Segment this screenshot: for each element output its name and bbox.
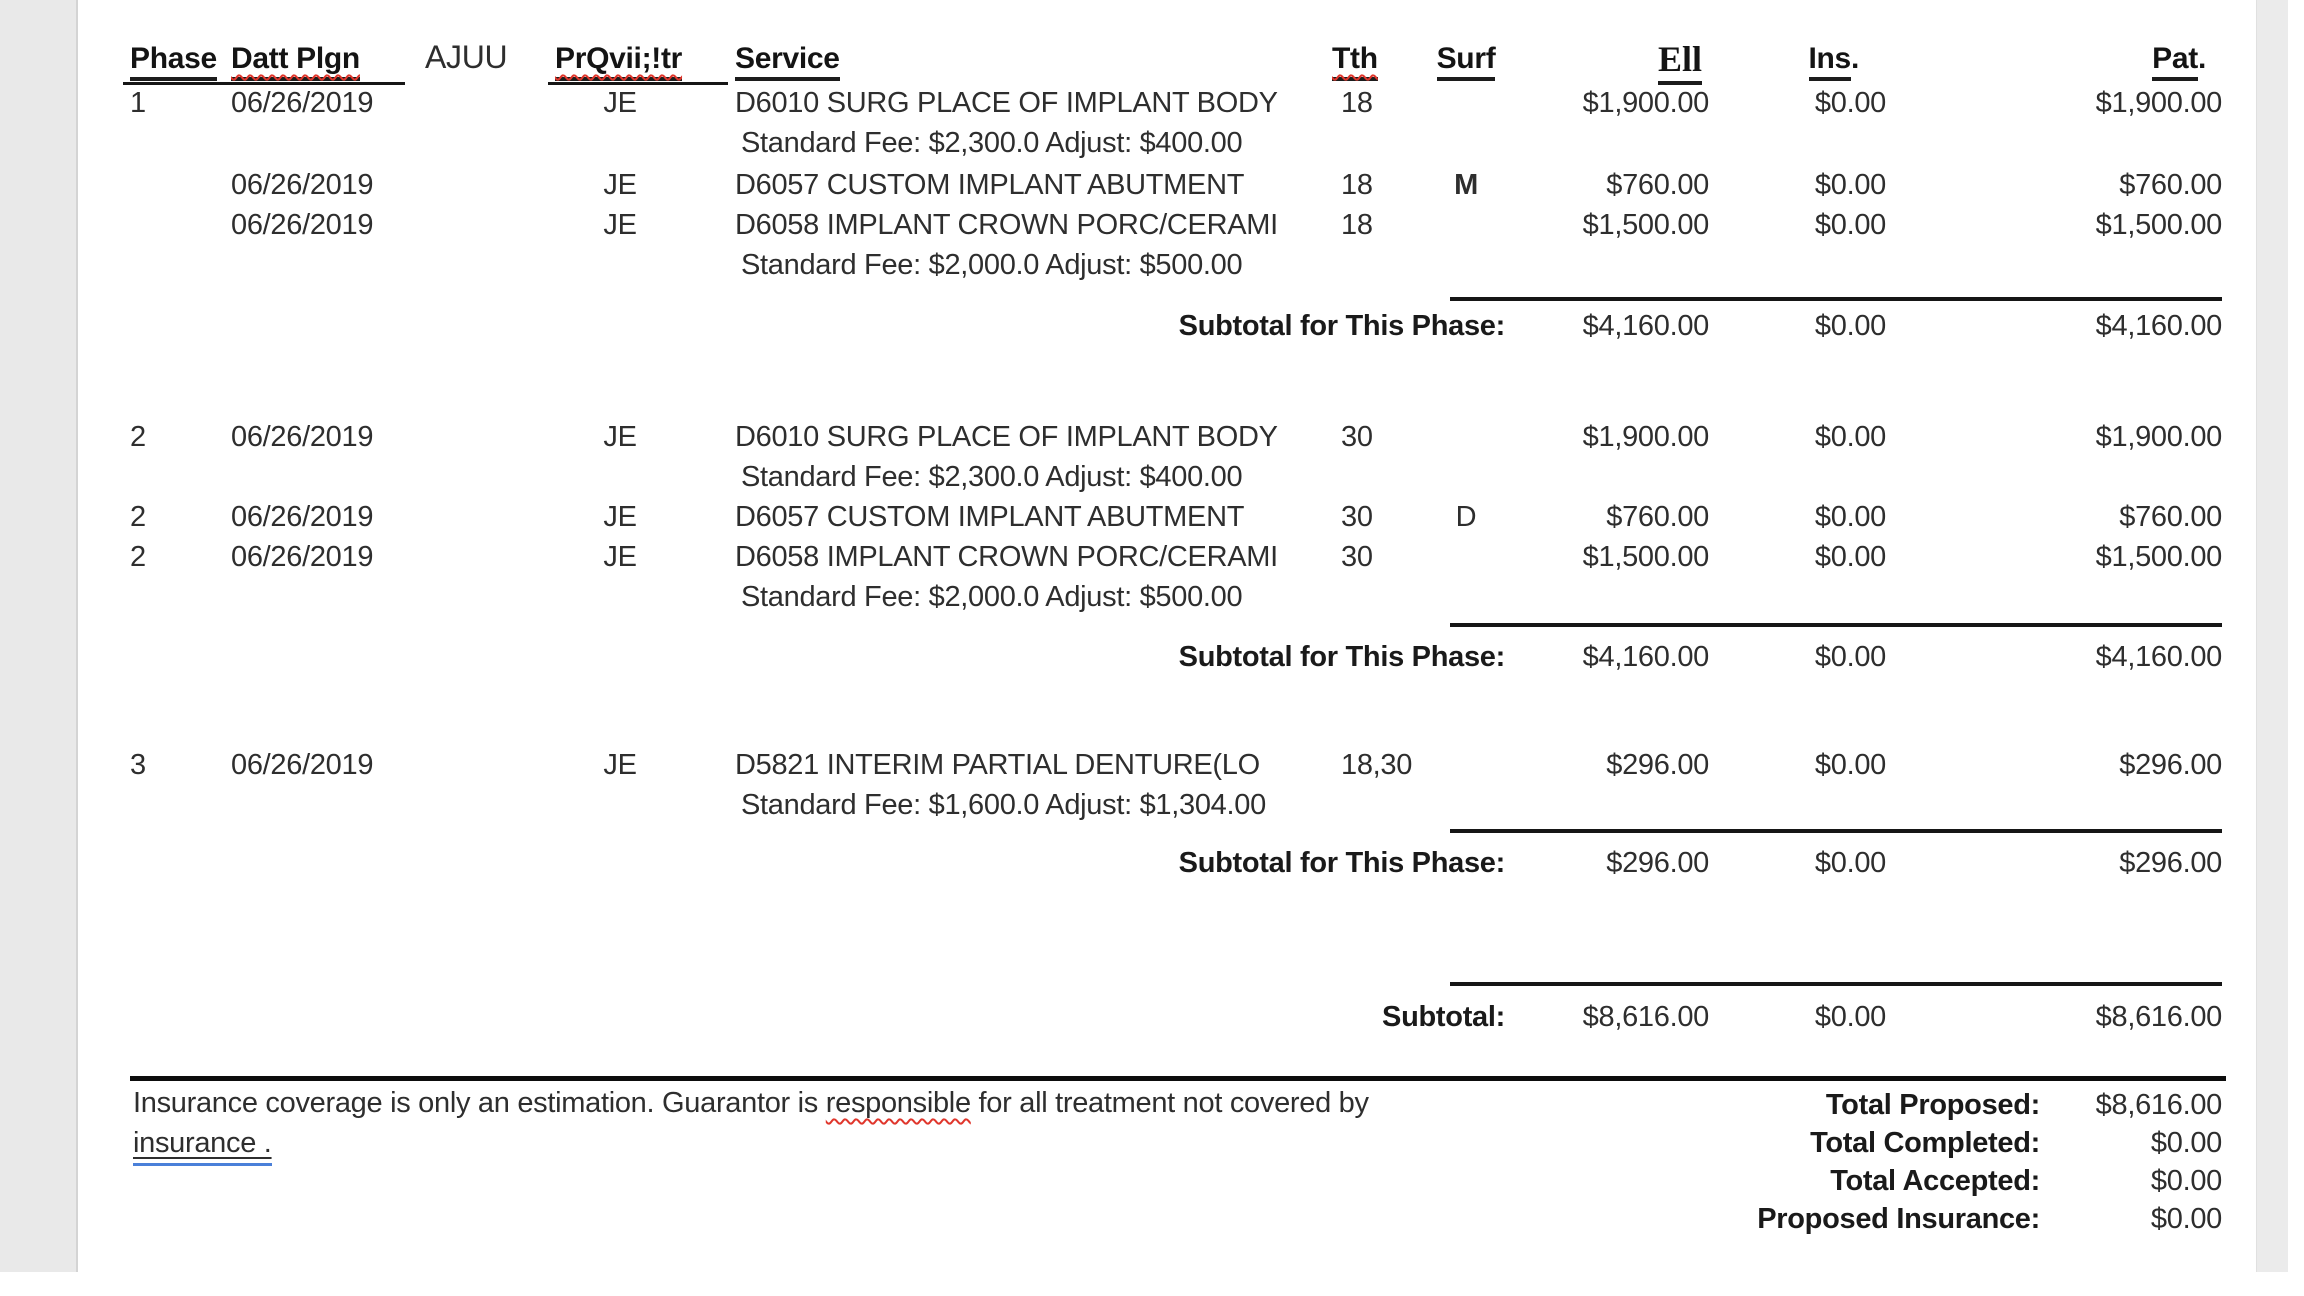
column-header-phase: Phase — [130, 42, 217, 82]
provider-cell: JE — [603, 501, 637, 533]
fee-amount-cell: $1,500.00 — [1582, 541, 1709, 573]
total-label: Total Proposed: — [1825, 1089, 2040, 1121]
fee-amount-cell: $296.00 — [1606, 749, 1709, 781]
column-header-provider: PrQvii;!tr — [555, 42, 682, 82]
phase-number-cell: 1 — [130, 87, 146, 119]
total-label: Total Completed: — [1810, 1127, 2040, 1159]
grand-subtotal-patient: $8,616.00 — [2095, 1001, 2222, 1033]
phase-subtotal-label: Subtotal for This Phase: — [1178, 847, 1505, 879]
total-value: $8,616.00 — [2095, 1089, 2222, 1121]
column-header-date-plan: Datt Plgn — [231, 42, 360, 82]
tooth-cell: 18 — [1341, 209, 1373, 241]
provider-cell: JE — [603, 87, 637, 119]
service-description-cell: D6057 CUSTOM IMPLANT ABUTMENT — [735, 169, 1245, 201]
tooth-cell: 18 — [1341, 87, 1373, 119]
insurance-amount-cell: $0.00 — [1814, 749, 1886, 781]
footer-separator-line — [130, 1076, 2226, 1081]
standard-fee-note: Standard Fee: $1,600.0 Adjust: $1,304.00 — [741, 789, 1266, 821]
date-planned-cell: 06/26/2019 — [231, 169, 374, 201]
surface-cell: D — [1455, 501, 1477, 533]
insurance-amount-cell: $0.00 — [1814, 209, 1886, 241]
patient-amount-cell: $1,900.00 — [2095, 87, 2222, 119]
fee-amount-cell: $1,500.00 — [1582, 209, 1709, 241]
column-header-insurance: Ins. — [1737, 42, 1859, 82]
fee-amount-cell: $760.00 — [1606, 169, 1709, 201]
provider-cell: JE — [603, 421, 637, 453]
phase-subtotal-fee: $296.00 — [1606, 847, 1709, 879]
phase-subtotal-patient: $4,160.00 — [2095, 641, 2222, 673]
phase-subtotal-rule — [1450, 829, 2222, 833]
phase-number-cell: 2 — [130, 541, 146, 573]
date-planned-cell: 06/26/2019 — [231, 209, 374, 241]
grand-subtotal-insurance: $0.00 — [1814, 1001, 1886, 1033]
patient-amount-cell: $1,500.00 — [2095, 209, 2222, 241]
phase-subtotal-label: Subtotal for This Phase: — [1178, 641, 1505, 673]
phase-subtotal-insurance: $0.00 — [1814, 847, 1886, 879]
service-description-cell: D6058 IMPLANT CROWN PORC/CERAMI — [735, 541, 1278, 573]
date-planned-cell: 06/26/2019 — [231, 541, 374, 573]
phase-subtotal-fee: $4,160.00 — [1582, 641, 1709, 673]
insurance-amount-cell: $0.00 — [1814, 169, 1886, 201]
tooth-cell: 30 — [1341, 421, 1373, 453]
grand-subtotal-fee: $8,616.00 — [1582, 1001, 1709, 1033]
standard-fee-note: Standard Fee: $2,000.0 Adjust: $500.00 — [741, 581, 1243, 613]
surface-cell: M — [1454, 169, 1478, 201]
insurance-amount-cell: $0.00 — [1814, 501, 1886, 533]
provider-cell: JE — [603, 209, 637, 241]
total-value: $0.00 — [2150, 1165, 2222, 1197]
patient-amount-cell: $1,900.00 — [2095, 421, 2222, 453]
fee-amount-cell: $1,900.00 — [1582, 421, 1709, 453]
fee-amount-cell: $760.00 — [1606, 501, 1709, 533]
total-label: Total Accepted: — [1830, 1165, 2040, 1197]
phase-number-cell: 3 — [130, 749, 146, 781]
column-header-tooth: Tth — [1332, 42, 1378, 82]
standard-fee-note: Standard Fee: $2,000.0 Adjust: $500.00 — [741, 249, 1243, 281]
insurance-amount-cell: $0.00 — [1814, 541, 1886, 573]
phase-number-cell: 2 — [130, 421, 146, 453]
service-description-cell: D6010 SURG PLACE OF IMPLANT BODY — [735, 87, 1278, 119]
patient-amount-cell: $760.00 — [2119, 501, 2222, 533]
header-underline-left-group — [123, 82, 405, 85]
total-value: $0.00 — [2150, 1127, 2222, 1159]
total-label: Proposed Insurance: — [1757, 1203, 2040, 1235]
phase-number-cell: 2 — [130, 501, 146, 533]
insurance-amount-cell: $0.00 — [1814, 87, 1886, 119]
service-description-cell: D6057 CUSTOM IMPLANT ABUTMENT — [735, 501, 1245, 533]
fee-amount-cell: $1,900.00 — [1582, 87, 1709, 119]
tooth-cell: 18,30 — [1341, 749, 1413, 781]
standard-fee-note: Standard Fee: $2,300.0 Adjust: $400.00 — [741, 461, 1243, 493]
patient-amount-cell: $296.00 — [2119, 749, 2222, 781]
patient-amount-cell: $1,500.00 — [2095, 541, 2222, 573]
service-description-cell: D5821 INTERIM PARTIAL DENTURE(LO — [735, 749, 1260, 781]
grand-subtotal-rule — [1450, 982, 2222, 986]
insurance-disclaimer-line1: Insurance coverage is only an estimation. Guarantor is responsible for all treatment not covered by — [133, 1087, 1369, 1119]
phase-subtotal-insurance: $0.00 — [1814, 641, 1886, 673]
phase-subtotal-rule — [1450, 297, 2222, 301]
service-description-cell: D6058 IMPLANT CROWN PORC/CERAMI — [735, 209, 1278, 241]
tooth-cell: 30 — [1341, 501, 1373, 533]
column-header-patient: Pat. — [2044, 42, 2206, 82]
column-header-surface: Surf — [1426, 42, 1506, 82]
provider-cell: JE — [603, 749, 637, 781]
insurance-underlined-text: insurance . — [133, 1127, 272, 1166]
date-planned-cell: 06/26/2019 — [231, 87, 374, 119]
phase-subtotal-fee: $4,160.00 — [1582, 310, 1709, 342]
patient-amount-cell: $760.00 — [2119, 169, 2222, 201]
standard-fee-note: Standard Fee: $2,300.0 Adjust: $400.00 — [741, 127, 1243, 159]
tooth-cell: 18 — [1341, 169, 1373, 201]
date-planned-cell: 06/26/2019 — [231, 749, 374, 781]
column-header-fee: Ell — [1540, 42, 1702, 82]
grand-subtotal-label: Subtotal: — [1382, 1001, 1505, 1033]
date-planned-cell: 06/26/2019 — [231, 501, 374, 533]
provider-cell: JE — [603, 541, 637, 573]
total-value: $0.00 — [2150, 1203, 2222, 1235]
date-planned-cell: 06/26/2019 — [231, 421, 374, 453]
phase-subtotal-label: Subtotal for This Phase: — [1178, 310, 1505, 342]
phase-subtotal-patient: $4,160.00 — [2095, 310, 2222, 342]
misspelled-word: responsible — [825, 1087, 971, 1119]
service-description-cell: D6010 SURG PLACE OF IMPLANT BODY — [735, 421, 1278, 453]
column-header-service: Service — [735, 42, 840, 82]
insurance-amount-cell: $0.00 — [1814, 421, 1886, 453]
insurance-disclaimer-line2 — [133, 1126, 272, 1164]
column-header-ajuu: AJUU — [425, 39, 508, 75]
phase-subtotal-patient: $296.00 — [2119, 847, 2222, 879]
header-underline-provider-group — [548, 82, 728, 85]
phase-subtotal-rule — [1450, 623, 2222, 627]
phase-subtotal-insurance: $0.00 — [1814, 310, 1886, 342]
provider-cell: JE — [603, 169, 637, 201]
tooth-cell: 30 — [1341, 541, 1373, 573]
